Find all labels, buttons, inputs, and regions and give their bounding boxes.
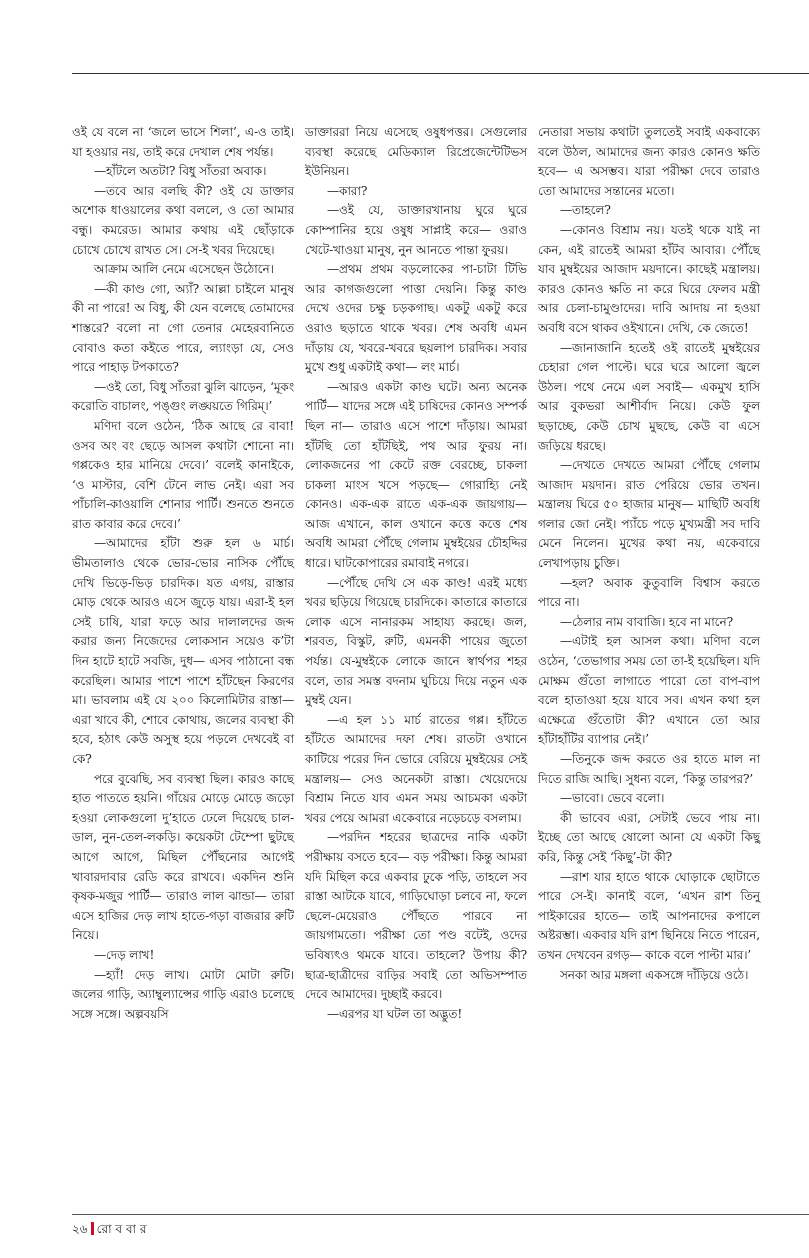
paragraph: পরে বুঝেছি, সব ব্যবস্থা ছিল। কারও কাছে হাত পাততে হয়নি। গাঁয়ের মোড়ে মোড়ে জড়ো হওয়া লোকগুলো দু’হাতে ঢেলে দিয়েছে চাল-ডাল, নুন-তেল-লকড়ি। কয়েকটা টেম্পো ছুটছে আগে আগে, মিছিল পৌঁছনোর আগেই খাবারদাবার রেডি করে রাখবে। একদিন শুনি কৃষক-মজুর পার্টি— তারাও লাল ঝান্ডা— তারা এসে হাজির দেড় লাখ হাতে-গড়া বাজরার রুটি নিয়ে। <box>72 771 294 943</box>
paragraph: —রাশ যার হাতে থাকে ঘোড়াকে ছোটাতে পারে সে-ই। কানাই বলে, ‘এখন রাশ তিনু পাইকারের হাতে— তাই আপনাদের কপালে অষ্টরম্ভা। একবার যদি রাশ ছিনিয়ে নিতে পারেন, তখন দেখবেন রগড়— কাকে বলে পাল্টা মার।’ <box>538 869 760 962</box>
paragraph: —ওই তো, বিধু সাঁতরা ঝুলি ঝাড়েন, ‘মূকং করোতি বাচালং, পঙ্গুং লঙ্ঘয়তে গিরিম্।’ <box>72 379 294 414</box>
paragraph: —পরদিন শহরের ছাত্রদের নাকি একটা পরীক্ষায় বসতে হবে— বড় পরীক্ষা। কিন্তু আমরা যদি মিছিল করে একবার ঢুকে পড়ি, তাহলে সব রাস্তা আটকে যাবে, গাড়িঘোড়া চলবে না, ফলে ছেলে-মেয়েরাও পৌঁছতে পারবে না জায়গামতো। পরীক্ষা তো পণ্ড বটেই, ওদের ভবিষ্যৎও থমকে যাবে। তাহলে? উপায় কী? ছাত্র-ছাত্রীদের বাড়ির সবাই তো অভিসম্পাত দেবে আমাদের। দুচ্ছাই করবে। <box>305 830 527 1002</box>
text-column-2 <box>305 123 527 1024</box>
paragraph: —তবে আর বলছি কী? ওই যে ডাক্তার অশোক ধাওয়ালের কথা বললে, ও তো আমার বন্ধু। কমরেড। আমার কথায় এই ছোঁড়াকে চোখে চোখে রাখত সে। সে-ই খবর দিয়েছে। <box>72 183 294 257</box>
paragraph: —কোনও বিশ্রাম নয়। যতই থকে যাই না কেন, এই রাতেই আমরা হাঁটব আবার। পৌঁছে যাব মুম্বইয়ের আজাদ ময়দানে। কাছেই মন্ত্রালয়। কারও কোনও ক্ষতি না করে ঘিরে ফেলব মন্ত্রী আর চেলা-চামুণ্ডাদের। দাবি আদায় না হওয়া অবধি বসে থাকব ওইখানে। দেখি, কে জেতে! <box>538 222 760 335</box>
paragraph: আক্রাম আলি নেমে এসেছেন উঠোনে। <box>93 262 274 277</box>
paragraph: ডাক্তাররা নিয়ে এসেছে ওষুধপত্তর। সেগুলোর ব্যবস্থা করেছে মেডিক্যাল রিপ্রেজেন্টেটিভস ইউনিয়ন। <box>305 125 527 179</box>
magazine-name: রো ব বা র <box>96 1222 147 1236</box>
paragraph: মণিদা বলে ওঠেন, ‘ঠিক আছে রে বাবা! ওসব অং বং ছেড়ে আসল কথাটা শোনো না। গপ্পকেও হার মানিয়ে দেবে।’ বলেই কানাইকে, ‘ও মাস্টার, বেশি টেনে লাভ নেই। এরা সব পাঁচালি-কাওয়ালি শোনার পার্টি। শুনতে শুনতে রাত কাবার করে দেবে।’ <box>72 418 294 531</box>
paragraph: —এ হল ১১ মার্চ রাতের গপ্প। হাঁটতে হাঁটতে আমাদের দফা শেষ। রাতটা ওখানে কাটিয়ে পরের দিন ভোরে বেরিয়ে মুম্বইয়ের সেই মন্ত্রালয়— সেও অনেকটা রাস্তা। খেয়েদেয়ে বিশ্রাম নিতে যাব এমন সময় আচমকা একটা খবর পেয়ে আমরা একেবারে নড়েচড়ে বসলাম। <box>305 712 527 825</box>
paragraph: —প্রথম প্রথম বড়লোকের পা-চাটা টিভি আর কাগজগুলো পাত্তা দেয়নি। কিন্তু কাণ্ড দেখে ওদের চক্ষু চড়কগাছ। একটু একটু করে ওরাও ছড়াতে থাকে খবর। শেষ অবধি এমন দাঁড়ায় যে, খবরে-খবরে ছয়লাপ চারদিক। সবার মুখে শুধু একটাই কথা— লং মার্চ। <box>305 262 527 375</box>
paragraph: —তাহলে? <box>559 203 611 218</box>
paragraph: —পৌঁছে দেখি সে এক কাণ্ড! এরই মধ্যে খবর ছড়িয়ে গিয়েছে চারদিকে। কাতারে কাতারে লোক এসে নানারকম সাহায্য করছে। জল, শরবত, বিস্কুট, রুটি, এমনকী পায়ের জুতো পর্যন্ত। যে-মুম্বইকে লোকে জানে স্বার্থপর শহর বলে, তার সমস্ত বদনাম ঘুচিয়ে দিয়ে নতুন এক মুম্বই যেন। <box>305 575 527 708</box>
bottom-rule <box>72 1214 809 1215</box>
paragraph: —ঠেলার নাম বাবাজি। হবে না মানে? <box>559 614 733 629</box>
paragraph: —কী কাণ্ড গো, অ্যাঁ? আল্লা চাইলে মানুষ কী না পারে! অ বিধু, কী যেন বলেছে তোমাদের শাস্তরে? বলো না গো তেনার মেহেরবানিতে বোবাও কতা কইতে পারে, ল্যাংড়া যে, সেও পারে পাহাড় টপকাতে? <box>72 281 294 375</box>
paragraph: —হল? অবাক কুতুবালি বিশ্বাস করতে পারে না। <box>538 575 760 610</box>
text-column-1 <box>72 123 294 1024</box>
paragraph: সনকা আর মঙ্গলা একসঙ্গে দাঁড়িয়ে ওঠে। <box>559 967 749 982</box>
top-rule <box>72 73 809 74</box>
paragraph: —ভাবো। ভেবে বলো। <box>559 791 665 806</box>
text-column-3 <box>538 123 760 985</box>
footer-separator <box>91 1222 94 1235</box>
paragraph: —কারা? <box>326 183 368 198</box>
paragraph: —আরও একটা কাণ্ড ঘটে। অন্য অনেক পার্টি— যাদের সঙ্গে এই চাষিদের কোনও সম্পর্ক ছিল না— তারাও এসে পাশে দাঁড়ায়। আমরা হাঁটছি তো হাঁটছিই, পথ আর ফুরয় না। লোকজনের পা কেটে রক্ত বেরচ্ছে, চাকলা চাকলা মাংস খসে পড়ছে— গোরাহ্যি নেই কোনও। এক-এক রাতে এক-এক জায়গায়— আজ এখানে, কাল ওখানে কত্তে কত্তে শেষ অবধি আমরা পৌঁছে গেলাম মুম্বইয়ের চৌহদ্দির ধারে। ঘাটকোপারের রমাবাই নগরে। <box>305 379 527 571</box>
paragraph: —দেড় লাখ! <box>93 947 155 962</box>
paragraph: —হ্যাঁ! দেড় লাখ। মোটা মোটা রুটি। জলের গাড়ি, অ্যাম্বুল্যান্সের গাড়ি এরাও চলেছে সঙ্গে সঙ্গে। অল্পবয়সি <box>72 967 294 1021</box>
page-footer <box>72 1221 146 1241</box>
paragraph: —এটাই হল আসল কথা। মণিদা বলে ওঠেন, ‘তেভাগার সময় তো তা-ই হয়েছিল। যদি মোক্ষম গুঁতো লাগাতে পারো তো বাপ-বাপ বলে হাতাওয়া হয়ে যাবে সব। এখন কথা হল এক্ষেত্রে গুঁতোটা কী? এখানে তো আর হাঁটাহাঁটির ব্যাপার নেই।’ <box>538 634 760 747</box>
paragraph: —আমাদের হাঁটা শুরু হল ৬ মার্চ। ভীমতালাও থেকে ভোর-ভোর নাসিক পৌঁছে দেখি ভিড়ে-ভিড় চারদিক। যত এগয়, রাস্তার মোড় থেকে আরও এসে জুড়ে যায়। এরা-ই হল সেই চাষি, যারা ফড়ে আর দালালদের জব্দ করার জন্য নিজেদের লোকসান সয়েও ক’টা দিন হাটে হাটে সবজি, দুধ— এসব পাঠানো বন্ধ করেছিল। আমার পাশে পাশে হাঁটছেন কিরণের মা। ভাবলাম এই যে ২০০ কিলোমিটার রাস্তা— এরা খাবে কী, শোবে কোথায়, জলের ব্যবস্থা কী হবে, হঠাৎ কেউ অসুস্থ হয়ে পড়লে দেখবেই বা কে? <box>72 536 294 766</box>
paragraph: —তিনুকে জব্দ করতে ওর হাতে মাল না দিতে রাজি আছি। সুধন্য বলে, ‘কিন্তু তারপর?’ <box>538 752 760 786</box>
paragraph: —জানাজানি হতেই ওই রাতেই মুম্বইয়ের চেহারা গেল পাল্টে। ঘরে ঘরে আলো জ্বলে উঠল। পথে নেমে এল সবাই— একমুখ হাসি আর বুকভরা আশীর্বাদ নিয়ে। কেউ ফুল ছড়াচ্ছে, কেউ চোখ মুছছে, কেউ বা এসে জড়িয়ে ধরছে। <box>538 340 760 453</box>
paragraph: —হাঁটলে অতটা? বিধু সাঁতরা অবাক। <box>93 164 267 179</box>
paragraph: কী ভাবেব এরা, সেটাই ভেবে পায় না। ইচ্ছে তো আছে ষোলো আনা যে একটা কিছু করি, কিন্তু সেই ‘কিছু’-টা কী? <box>538 810 760 864</box>
paragraph: —এরপর যা ঘটল তা অদ্ভুত! <box>326 1006 463 1021</box>
page-number: ২৬ <box>72 1222 88 1236</box>
paragraph: —দেখতে দেখতে আমরা পৌঁছে গেলাম আজাদ ময়দান। রাত পেরিয়ে ভোর তখন। মন্ত্রালয় ঘিরে ৫০ হাজার মানুষ— মাছিটি অবধি গলার জো নেই। প্যাঁচে পড়ে মুখ্যমন্ত্রী সব দাবি মেনে নিলেন। মুখের কথা নয়, একেবারে লেখাপড়ায় চুক্তি। <box>538 458 760 571</box>
paragraph: ওই যে বলে না ‘জলে ভাসে শিলা’, এ-ও তাই। যা হওয়ার নয়, তাই করে দেখাল শেষ পর্যন্ত। <box>72 125 294 159</box>
paragraph: —ওই যে, ডাক্তারখানায় ঘুরে ঘুরে কোম্পানির হয়ে ওষুধ সাপ্লাই করে— ওরাও খেটে-খাওয়া মানুষ, নুন আনতে পান্তা ফুরয়। <box>305 203 527 257</box>
paragraph: নেতারা সভায় কথাটা তুলতেই সবাই একবাক্যে বলে উঠল, আমাদের জন্য কারও কোনও ক্ষতি হবে— এ অসম্ভব। যারা পরীক্ষা দেবে তারাও তো আমাদের সন্তানের মতো। <box>538 125 760 198</box>
